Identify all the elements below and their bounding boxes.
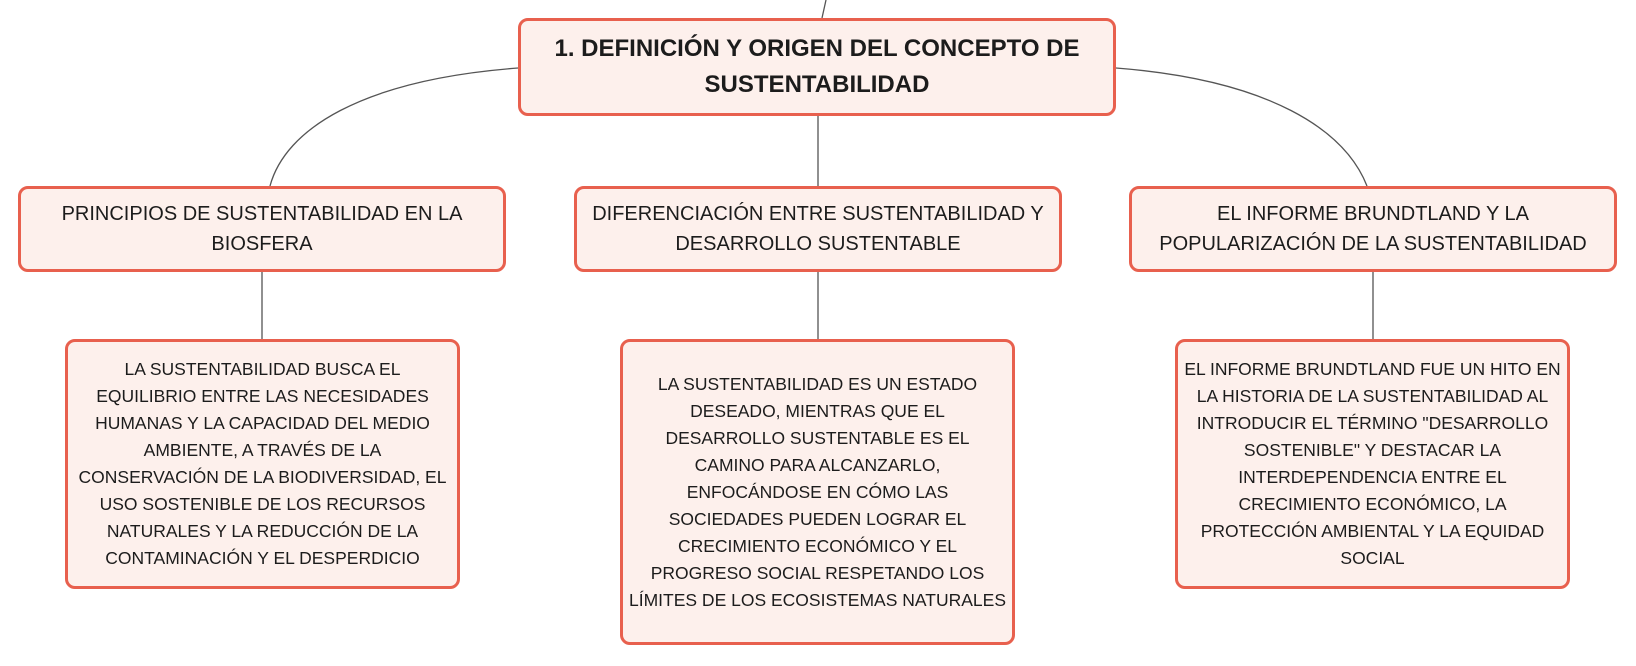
- detail-node-brundtland[interactable]: [1175, 339, 1570, 589]
- topic-label: DIFERENCIACIÓN ENTRE SUSTENTABILIDAD Y DESARROLLO SUSTENTABLE: [592, 203, 1044, 255]
- detail-text: EL INFORME BRUNDTLAND FUE UN HITO EN LA HISTORIA DE LA SUSTENTABILIDAD AL INTRODUCIR EL TÉRMINO "DESARROLLO SOSTENIBLE" Y DESTACAR LA INTERDEPENDENCIA ENTRE EL CRECIMIENTO ECONÓMICO, LA PROTECCIÓN AMBIENTAL Y LA EQUIDAD SOCIAL: [1184, 359, 1561, 568]
- detail-text: LA SUSTENTABILIDAD BUSCA EL EQUILIBRIO ENTRE LAS NECESIDADES HUMANAS Y LA CAPACIDAD DEL MEDIO AMBIENTE, A TRAVÉS DE LA CONSERVACIÓN DE LA BIODIVERSIDAD, EL USO SOSTENIBLE DE LOS RECURSOS NATURALES Y LA REDUCCIÓN DE LA CONTAMINACIÓN Y EL DESPERDICIO: [78, 359, 447, 568]
- detail-text: LA SUSTENTABILIDAD ES UN ESTADO DESEADO, MIENTRAS QUE EL DESARROLLO SUSTENTABLE ES EL CAMINO PARA ALCANZARLO, ENFOCÁNDOSE EN CÓMO LAS SOCIEDADES PUEDEN LOGRAR EL CRECIMIENTO ECONÓMICO Y EL PROGRESO SOCIAL RESPETANDO LOS LÍMITES DE LOS ECOSISTEMAS NATURALES: [629, 373, 1006, 610]
- topic-label: EL INFORME BRUNDTLAND Y LA POPULARIZACIÓN DE LA SUSTENTABILIDAD: [1159, 203, 1587, 255]
- root-topic-label: 1. DEFINICIÓN Y ORIGEN DEL CONCEPTO DE SUSTENTABILIDAD: [554, 35, 1080, 98]
- connector-parent-to-root: [822, 0, 826, 18]
- detail-node-principios[interactable]: [65, 339, 460, 589]
- root-topic-node[interactable]: [518, 18, 1116, 116]
- topic-node-diferenciacion[interactable]: [574, 186, 1062, 272]
- connector-root-to-brundtland: [1116, 68, 1367, 186]
- topic-label: PRINCIPIOS DE SUSTENTABILIDAD EN LA BIOSFERA: [61, 203, 463, 255]
- connector-root-to-principios: [270, 68, 518, 186]
- topic-node-principios[interactable]: [18, 186, 506, 272]
- topic-node-brundtland[interactable]: [1129, 186, 1617, 272]
- detail-node-diferenciacion[interactable]: [620, 339, 1015, 645]
